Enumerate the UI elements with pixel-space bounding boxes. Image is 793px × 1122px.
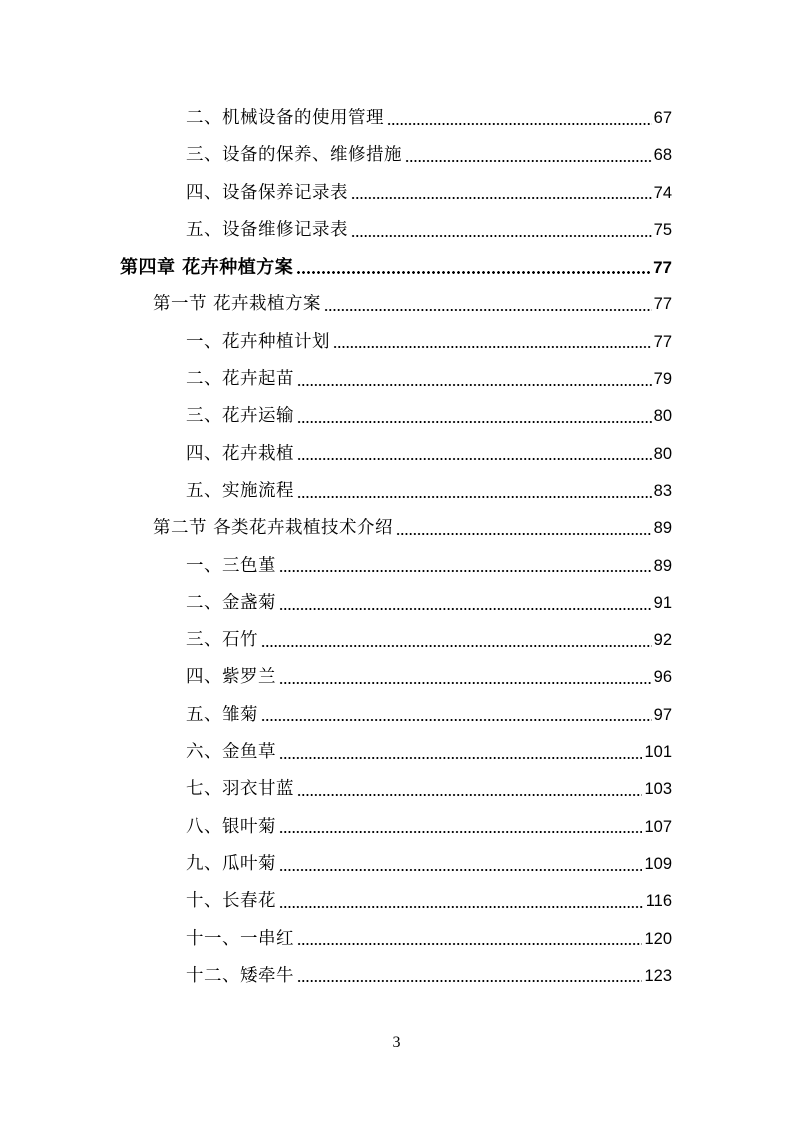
toc-dot-leader	[351, 235, 652, 237]
toc-entry-page: 83	[653, 481, 672, 500]
toc-dot-leader	[279, 682, 652, 684]
toc-chapter-entry[interactable]	[0, 249, 793, 286]
toc-entry-title: 一、三色堇	[186, 555, 276, 576]
toc-entry[interactable]	[0, 100, 793, 137]
toc-dot-leader	[297, 458, 652, 460]
toc-dot-leader	[279, 906, 644, 908]
table-of-contents	[0, 100, 793, 995]
toc-entry-page: 79	[653, 370, 672, 389]
toc-entry-title: 五、实施流程	[186, 480, 294, 501]
toc-dot-leader	[297, 794, 642, 796]
toc-entry-title: 九、瓜叶菊	[186, 853, 276, 874]
toc-entry-title: 五、设备维修记录表	[186, 219, 348, 240]
toc-entry[interactable]	[0, 697, 793, 734]
toc-entry[interactable]	[0, 212, 793, 249]
toc-section-title: 第一节 花卉栽植方案	[153, 294, 322, 315]
toc-entry[interactable]	[0, 398, 793, 435]
toc-dot-leader	[396, 533, 652, 535]
toc-dot-leader	[324, 309, 652, 311]
toc-entry-page: 67	[653, 109, 672, 127]
toc-entry[interactable]	[0, 771, 793, 808]
toc-entry-title: 二、金盏菊	[186, 592, 276, 613]
toc-dot-leader	[279, 608, 652, 610]
toc-entry-page: 116	[645, 892, 672, 911]
toc-entry[interactable]	[0, 734, 793, 771]
toc-entry[interactable]	[0, 846, 793, 883]
toc-dot-leader	[279, 570, 652, 572]
toc-entry-page: 68	[653, 146, 672, 165]
toc-entry-title: 十一、一串红	[186, 928, 294, 949]
toc-dot-leader	[297, 980, 642, 982]
toc-dot-leader	[297, 384, 652, 386]
toc-entry-page: 89	[653, 556, 672, 575]
toc-entry-page: 101	[644, 743, 672, 762]
toc-entry[interactable]	[0, 622, 793, 659]
toc-entry-page: 74	[653, 183, 672, 202]
toc-dot-leader	[297, 496, 652, 498]
toc-entry[interactable]	[0, 585, 793, 622]
toc-entry[interactable]	[0, 958, 793, 995]
toc-entry-title: 七、羽衣甘蓝	[186, 779, 294, 800]
toc-entry[interactable]	[0, 809, 793, 846]
toc-entry-title: 三、设备的保养、维修措施	[186, 145, 402, 166]
page-number: 3	[392, 1034, 401, 1051]
toc-entry[interactable]	[0, 361, 793, 398]
toc-entry-title: 四、设备保养记录表	[186, 182, 348, 203]
toc-entry-title: 十、长春花	[186, 891, 276, 912]
toc-dot-leader	[351, 197, 652, 199]
toc-entry-page: 80	[653, 444, 672, 463]
toc-entry[interactable]	[0, 921, 793, 958]
toc-entry-page: 96	[653, 668, 672, 687]
toc-dot-leader	[405, 160, 652, 162]
toc-entry-title: 四、紫罗兰	[186, 667, 276, 688]
toc-entry-title: 六、金鱼草	[186, 742, 276, 763]
toc-dot-leader	[297, 421, 652, 423]
toc-entry[interactable]	[0, 436, 793, 473]
toc-entry-title: 八、银叶菊	[186, 816, 276, 837]
toc-entry[interactable]	[0, 659, 793, 696]
toc-entry[interactable]	[0, 175, 793, 212]
toc-entry-page: 97	[653, 705, 672, 724]
toc-dot-leader	[296, 271, 651, 274]
toc-entry-title: 十二、矮牵牛	[186, 965, 294, 986]
toc-entry-title: 三、花卉运输	[186, 406, 294, 427]
toc-section-entry[interactable]	[0, 510, 793, 547]
toc-entry-title: 三、石竹	[186, 630, 258, 651]
toc-entry-page: 75	[653, 220, 672, 239]
toc-entry-page: 107	[644, 817, 672, 836]
toc-section-title: 第二节 各类花卉栽植技术介绍	[153, 518, 394, 539]
toc-entry-title: 二、花卉起苗	[186, 369, 294, 390]
toc-dot-leader	[279, 831, 642, 833]
toc-entry-page: 80	[653, 407, 672, 426]
toc-entry[interactable]	[0, 548, 793, 585]
toc-entry[interactable]	[0, 883, 793, 920]
toc-entry-page: 92	[653, 631, 672, 650]
toc-section-page: 77	[653, 295, 672, 314]
toc-entry-page: 77	[653, 332, 672, 351]
toc-chapter-page: 77	[653, 258, 672, 278]
toc-entry[interactable]	[0, 473, 793, 510]
toc-dot-leader	[279, 757, 642, 759]
toc-entry-page: 91	[653, 593, 672, 612]
toc-entry-page: 123	[644, 966, 672, 985]
toc-entry[interactable]	[0, 324, 793, 361]
toc-dot-leader	[279, 869, 642, 871]
toc-section-entry[interactable]	[0, 286, 793, 323]
toc-entry-title: 一、花卉种植计划	[186, 331, 330, 352]
toc-entry-page: 109	[644, 854, 672, 873]
toc-entry-page: 120	[644, 929, 672, 948]
toc-chapter-title: 第四章 花卉种植方案	[120, 257, 294, 279]
toc-entry-page: 103	[644, 780, 672, 799]
toc-dot-leader	[261, 645, 652, 647]
toc-entry[interactable]	[0, 137, 793, 174]
toc-dot-leader	[387, 123, 652, 125]
toc-entry-title: 二、机械设备的使用管理	[186, 108, 384, 128]
toc-dot-leader	[297, 943, 642, 945]
toc-entry-title: 四、花卉栽植	[186, 443, 294, 464]
toc-dot-leader	[333, 346, 652, 348]
toc-dot-leader	[261, 719, 652, 721]
toc-entry-title: 五、雏菊	[186, 704, 258, 725]
toc-section-page: 89	[653, 519, 672, 538]
